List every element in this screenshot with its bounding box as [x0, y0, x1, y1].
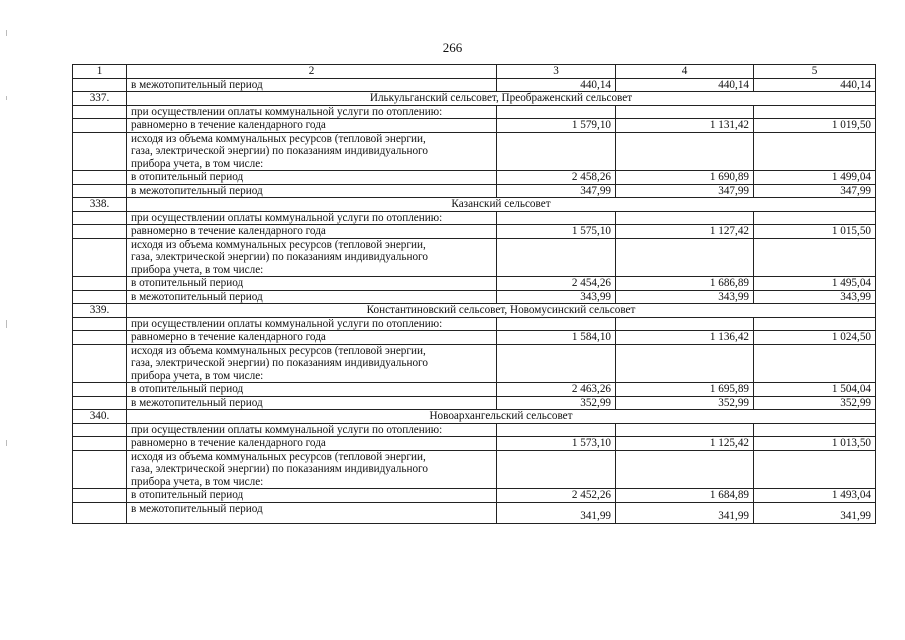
value-cell: 347,99 — [754, 184, 876, 198]
table-row — [73, 132, 876, 145]
table-row — [73, 184, 876, 198]
table-row — [73, 264, 876, 277]
value-cell: 1 136,42 — [616, 331, 754, 345]
header-cell: 5 — [754, 65, 876, 79]
row-label: равномерно в течение календарного года — [127, 119, 497, 133]
empty-cell — [73, 251, 127, 264]
empty-cell — [497, 370, 616, 383]
empty-cell — [616, 357, 754, 370]
row-label: при осуществлении оплаты коммунальной услуги по отоплению: — [127, 317, 497, 331]
row-label: в отопительный период — [127, 489, 497, 503]
row-label: газа, электрической энергии) по показаниям индивидуального — [127, 251, 497, 264]
empty-cell — [497, 357, 616, 370]
value-cell: 1 493,04 — [754, 489, 876, 503]
section-title-row — [73, 304, 876, 318]
table-row — [73, 105, 876, 119]
value-cell: 343,99 — [616, 290, 754, 304]
row-label: в отопительный период — [127, 171, 497, 185]
empty-cell — [73, 383, 127, 397]
row-label: прибора учета, в том числе: — [127, 476, 497, 489]
section-title: Константиновский сельсовет, Новомусинский сельсовет — [127, 304, 876, 318]
row-label: в отопительный период — [127, 383, 497, 397]
value-cell: 1 504,04 — [754, 383, 876, 397]
value-cell: 1 579,10 — [497, 119, 616, 133]
empty-cell — [73, 463, 127, 476]
value-cell: 2 458,26 — [497, 171, 616, 185]
table-row — [73, 489, 876, 503]
scan-margin-mark — [6, 96, 7, 100]
empty-cell — [754, 211, 876, 225]
empty-cell — [754, 370, 876, 383]
row-label: прибора учета, в том числе: — [127, 158, 497, 171]
empty-cell — [497, 264, 616, 277]
value-cell: 341,99 — [754, 502, 876, 523]
empty-cell — [73, 476, 127, 489]
empty-cell — [754, 105, 876, 119]
row-label: в межотопительный период — [127, 290, 497, 304]
empty-cell — [616, 344, 754, 357]
page-number: 266 — [442, 40, 463, 55]
table-row — [73, 437, 876, 451]
table-row — [73, 383, 876, 397]
empty-cell — [616, 450, 754, 463]
value-cell: 1 690,89 — [616, 171, 754, 185]
table-row — [73, 145, 876, 158]
table-row — [73, 277, 876, 291]
table-row — [73, 396, 876, 410]
empty-cell — [73, 450, 127, 463]
value-cell: 1 499,04 — [754, 171, 876, 185]
row-label: в межотопительный период — [127, 396, 497, 410]
value-cell: 1 015,50 — [754, 225, 876, 239]
empty-cell — [497, 105, 616, 119]
row-label: при осуществлении оплаты коммунальной услуги по отоплению: — [127, 211, 497, 225]
empty-cell — [754, 463, 876, 476]
empty-cell — [73, 489, 127, 503]
empty-cell — [73, 344, 127, 357]
row-label: исходя из объема коммунальных ресурсов (тепловой энергии, — [127, 132, 497, 145]
empty-cell — [616, 476, 754, 489]
empty-cell — [754, 145, 876, 158]
empty-cell — [754, 476, 876, 489]
empty-cell — [497, 317, 616, 331]
row-label: исходя из объема коммунальных ресурсов (тепловой энергии, — [127, 450, 497, 463]
empty-cell — [754, 251, 876, 264]
section-title-row — [73, 92, 876, 106]
empty-cell — [497, 132, 616, 145]
empty-cell — [754, 423, 876, 437]
row-label: в межотопительный период — [127, 502, 497, 523]
table-row — [73, 357, 876, 370]
empty-cell — [73, 357, 127, 370]
section-number: 340. — [73, 410, 127, 424]
row-label: газа, электрической энергии) по показаниям индивидуального — [127, 145, 497, 158]
empty-cell — [73, 78, 127, 92]
empty-cell — [754, 238, 876, 251]
row-label: газа, электрической энергии) по показаниям индивидуального — [127, 357, 497, 370]
empty-cell — [616, 145, 754, 158]
row-label: равномерно в течение календарного года — [127, 331, 497, 345]
empty-cell — [754, 317, 876, 331]
value-cell: 1 695,89 — [616, 383, 754, 397]
table-row — [73, 450, 876, 463]
section-title: Новоархангельский сельсовет — [127, 410, 876, 424]
header-cell: 3 — [497, 65, 616, 79]
value-cell: 341,99 — [616, 502, 754, 523]
empty-cell — [73, 225, 127, 239]
value-cell: 1 131,42 — [616, 119, 754, 133]
value-cell: 1 024,50 — [754, 331, 876, 345]
empty-cell — [616, 317, 754, 331]
empty-cell — [497, 344, 616, 357]
empty-cell — [73, 105, 127, 119]
value-cell: 352,99 — [497, 396, 616, 410]
empty-cell — [73, 331, 127, 345]
empty-cell — [73, 238, 127, 251]
section-title-row — [73, 198, 876, 212]
value-cell: 1 125,42 — [616, 437, 754, 451]
empty-cell — [754, 264, 876, 277]
value-cell: 343,99 — [754, 290, 876, 304]
table-row — [73, 331, 876, 345]
empty-cell — [616, 105, 754, 119]
empty-cell — [497, 423, 616, 437]
value-cell: 1 686,89 — [616, 277, 754, 291]
value-cell: 341,99 — [497, 502, 616, 523]
value-cell: 1 013,50 — [754, 437, 876, 451]
table-row — [73, 119, 876, 133]
table-row — [73, 423, 876, 437]
table-row — [73, 238, 876, 251]
empty-cell — [616, 132, 754, 145]
table-row — [73, 225, 876, 239]
row-label: в отопительный период — [127, 277, 497, 291]
value-cell: 2 463,26 — [497, 383, 616, 397]
table-row — [73, 78, 876, 92]
empty-cell — [754, 132, 876, 145]
empty-cell — [616, 463, 754, 476]
empty-cell — [73, 277, 127, 291]
empty-cell — [497, 158, 616, 171]
header-cell: 2 — [127, 65, 497, 79]
empty-cell — [73, 264, 127, 277]
row-label: прибора учета, в том числе: — [127, 264, 497, 277]
empty-cell — [73, 171, 127, 185]
table-row — [73, 502, 876, 523]
empty-cell — [73, 184, 127, 198]
row-label: исходя из объема коммунальных ресурсов (тепловой энергии, — [127, 238, 497, 251]
empty-cell — [73, 423, 127, 437]
empty-cell — [616, 158, 754, 171]
value-cell: 2 454,26 — [497, 277, 616, 291]
empty-cell — [73, 145, 127, 158]
value-cell: 352,99 — [754, 396, 876, 410]
section-number: 337. — [73, 92, 127, 106]
value-cell: 343,99 — [497, 290, 616, 304]
section-title: Казанский сельсовет — [127, 198, 876, 212]
empty-cell — [616, 211, 754, 225]
empty-cell — [73, 502, 127, 523]
empty-cell — [73, 290, 127, 304]
value-cell: 1 584,10 — [497, 331, 616, 345]
section-title-row — [73, 410, 876, 424]
value-cell: 2 452,26 — [497, 489, 616, 503]
value-cell: 1 495,04 — [754, 277, 876, 291]
scan-margin-mark — [6, 440, 7, 446]
empty-cell — [497, 238, 616, 251]
empty-cell — [73, 158, 127, 171]
section-title: Илькульганский сельсовет, Преображенский сельсовет — [127, 92, 876, 106]
table-row — [73, 476, 876, 489]
value-cell: 1 127,42 — [616, 225, 754, 239]
empty-cell — [754, 344, 876, 357]
table-row — [73, 290, 876, 304]
empty-cell — [73, 396, 127, 410]
scan-margin-mark — [6, 320, 7, 328]
row-label: равномерно в течение календарного года — [127, 225, 497, 239]
empty-cell — [73, 119, 127, 133]
empty-cell — [616, 264, 754, 277]
row-label: при осуществлении оплаты коммунальной услуги по отоплению: — [127, 423, 497, 437]
empty-cell — [616, 238, 754, 251]
table-row — [73, 317, 876, 331]
empty-cell — [497, 450, 616, 463]
table-row — [73, 344, 876, 357]
row-label: в межотопительный период — [127, 78, 497, 92]
empty-cell — [616, 370, 754, 383]
section-number: 338. — [73, 198, 127, 212]
value-cell: 352,99 — [616, 396, 754, 410]
scan-margin-mark — [6, 30, 7, 36]
row-label: газа, электрической энергии) по показаниям индивидуального — [127, 463, 497, 476]
value-cell: 347,99 — [497, 184, 616, 198]
empty-cell — [73, 132, 127, 145]
value-cell: 347,99 — [616, 184, 754, 198]
table-row — [73, 463, 876, 476]
column-number-header — [73, 65, 876, 79]
value-cell: 1 573,10 — [497, 437, 616, 451]
empty-cell — [497, 211, 616, 225]
row-label: равномерно в течение календарного года — [127, 437, 497, 451]
value-cell: 440,14 — [754, 78, 876, 92]
empty-cell — [754, 158, 876, 171]
value-cell: 1 019,50 — [754, 119, 876, 133]
empty-cell — [497, 251, 616, 264]
row-label: при осуществлении оплаты коммунальной услуги по отоплению: — [127, 105, 497, 119]
empty-cell — [616, 251, 754, 264]
value-cell: 1 575,10 — [497, 225, 616, 239]
empty-cell — [73, 437, 127, 451]
row-label: прибора учета, в том числе: — [127, 370, 497, 383]
empty-cell — [754, 357, 876, 370]
row-label: исходя из объема коммунальных ресурсов (тепловой энергии, — [127, 344, 497, 357]
table-row — [73, 158, 876, 171]
header-cell: 4 — [616, 65, 754, 79]
row-label: в межотопительный период — [127, 184, 497, 198]
empty-cell — [73, 370, 127, 383]
value-cell: 1 684,89 — [616, 489, 754, 503]
empty-cell — [497, 145, 616, 158]
table-row — [73, 370, 876, 383]
tariff-table — [72, 64, 876, 524]
table-row — [73, 211, 876, 225]
value-cell: 440,14 — [616, 78, 754, 92]
empty-cell — [73, 317, 127, 331]
empty-cell — [497, 476, 616, 489]
empty-cell — [754, 450, 876, 463]
empty-cell — [616, 423, 754, 437]
value-cell: 440,14 — [497, 78, 616, 92]
empty-cell — [497, 463, 616, 476]
section-number: 339. — [73, 304, 127, 318]
table-row — [73, 251, 876, 264]
header-cell: 1 — [73, 65, 127, 79]
empty-cell — [73, 211, 127, 225]
table-row — [73, 171, 876, 185]
